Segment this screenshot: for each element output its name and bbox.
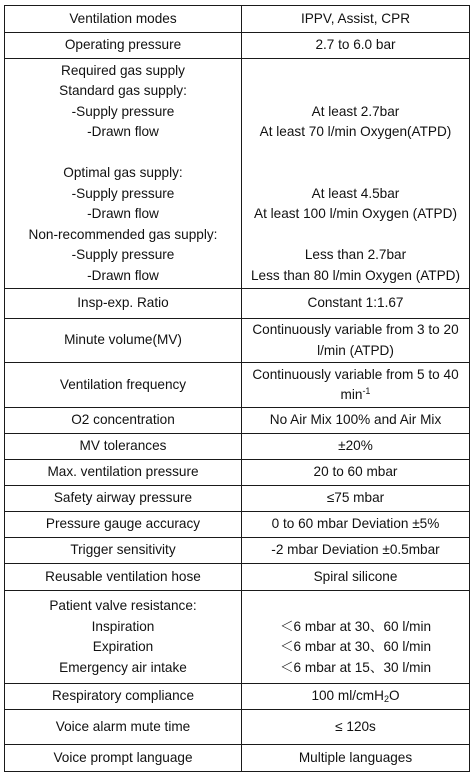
spec-name-line: -Drawn flow [87, 267, 159, 283]
table-row [5, 408, 470, 434]
table-row [5, 59, 470, 289]
spec-value: 0 to 60 mbar Deviation ±5% [242, 512, 470, 538]
spec-value-line: Continuously variable from 5 to 40 [252, 366, 459, 382]
spec-name: Pressure gauge accuracy [5, 512, 242, 538]
spacer [246, 61, 465, 82]
spec-value-line: Less than 2.7bar [304, 247, 407, 263]
spacer [246, 225, 465, 246]
spec-value-line: At least 100 l/min Oxygen (ATPD) [254, 206, 457, 222]
spec-value: Spiral silicone [242, 564, 470, 591]
spec-value [242, 363, 470, 408]
spec-value: 2.7 to 6.0 bar [242, 33, 470, 59]
spec-name-line: Expiration [92, 639, 154, 654]
spec-name-line: -Supply pressure [71, 247, 175, 263]
table-row [5, 710, 470, 745]
spec-value-line: Less than 80 l/min Oxygen (ATPD) [250, 267, 461, 283]
spec-value: ±20% [242, 434, 470, 460]
spec-name [5, 591, 242, 684]
unit-subscript: 2 [383, 694, 389, 705]
spec-name: Operating pressure [5, 33, 242, 59]
spec-name-line: Patient valve resistance: [49, 598, 197, 613]
spacer [246, 596, 465, 617]
spec-value [242, 59, 470, 289]
spec-value-line: ＜6 mbar at 30、60 l/min [279, 618, 432, 634]
spec-name: O2 concentration [5, 408, 242, 434]
spec-name: Ventilation modes [5, 6, 242, 33]
table-row [5, 33, 470, 59]
spec-value: IPPV, Assist, CPR [242, 6, 470, 33]
table-row [5, 460, 470, 486]
unit-text: 100 ml/cmH [311, 688, 384, 704]
spec-name: Respiratory compliance [5, 684, 242, 710]
table-row [5, 434, 470, 460]
spec-name: MV tolerances [5, 434, 242, 460]
spec-name: Minute volume(MV) [5, 319, 242, 363]
spec-value-line: ＜6 mbar at 15、30 l/min [279, 659, 432, 675]
spec-value: Multiple languages [242, 745, 470, 772]
spec-value-line: At least 4.5bar [311, 185, 400, 201]
table-row [5, 363, 470, 408]
table-row [5, 745, 470, 772]
table-row [5, 512, 470, 538]
spec-name-line: -Drawn flow [87, 124, 159, 140]
spec-name: Max. ventilation pressure [5, 460, 242, 486]
spec-value [242, 591, 470, 684]
spacer [246, 81, 465, 102]
unit-text: min [340, 387, 363, 402]
spec-name: Voice alarm mute time [5, 710, 242, 745]
spec-name: Reusable ventilation hose [5, 564, 242, 591]
spec-value: ≤ 120s [242, 710, 470, 745]
table-row [5, 319, 470, 363]
spacer [246, 163, 465, 184]
spec-value-line [246, 385, 465, 406]
spec-name-line: Optimal gas supply: [63, 165, 183, 181]
spec-name: Ventilation frequency [5, 363, 242, 408]
specifications-table [4, 5, 470, 772]
spec-name-line: Standard gas supply: [59, 83, 187, 99]
spec-value-line: ＜6 mbar at 30、60 l/min [279, 639, 432, 654]
spec-value-line: At least 2.7bar [311, 103, 400, 119]
spec-name-line: Required gas supply [61, 62, 185, 78]
spec-name-line: -Supply pressure [71, 103, 175, 119]
table-row [5, 684, 470, 710]
spec-name-line: Non-recommended gas supply: [28, 226, 218, 242]
spec-name-line: -Supply pressure [71, 185, 175, 201]
spec-name-line: Emergency air intake [59, 659, 187, 675]
spec-name: Safety airway pressure [5, 486, 242, 512]
spec-name: Trigger sensitivity [5, 538, 242, 564]
table-row [5, 6, 470, 33]
spec-value: Constant 1:1.67 [242, 289, 470, 319]
spec-value: No Air Mix 100% and Air Mix [242, 408, 470, 434]
table-row [5, 538, 470, 564]
spacer [9, 143, 237, 164]
spec-value-line: l/min (ATPD) [317, 342, 394, 358]
table-row [5, 486, 470, 512]
spec-name-line: Inspiration [91, 618, 155, 634]
spec-name: Voice prompt language [5, 745, 242, 772]
table-row [5, 564, 470, 591]
spec-value: ≤75 mbar [242, 486, 470, 512]
spec-value: -2 mbar Deviation ±0.5mbar [242, 538, 470, 564]
spacer [246, 143, 465, 164]
spec-name: Insp-exp. Ratio [5, 289, 242, 319]
table-row [5, 289, 470, 319]
spec-value: 20 to 60 mbar [242, 460, 470, 486]
unit-exponent: -1 [362, 386, 371, 396]
unit-text: O [388, 688, 400, 704]
spec-value-line: Continuously variable from 3 to 20 [252, 322, 459, 337]
spec-name-line: -Drawn flow [87, 206, 159, 222]
spec-name [5, 59, 242, 289]
spec-value [242, 684, 470, 710]
spec-value [242, 319, 470, 363]
spec-value-line: At least 70 l/min Oxygen(ATPD) [259, 124, 452, 140]
table-row [5, 591, 470, 684]
